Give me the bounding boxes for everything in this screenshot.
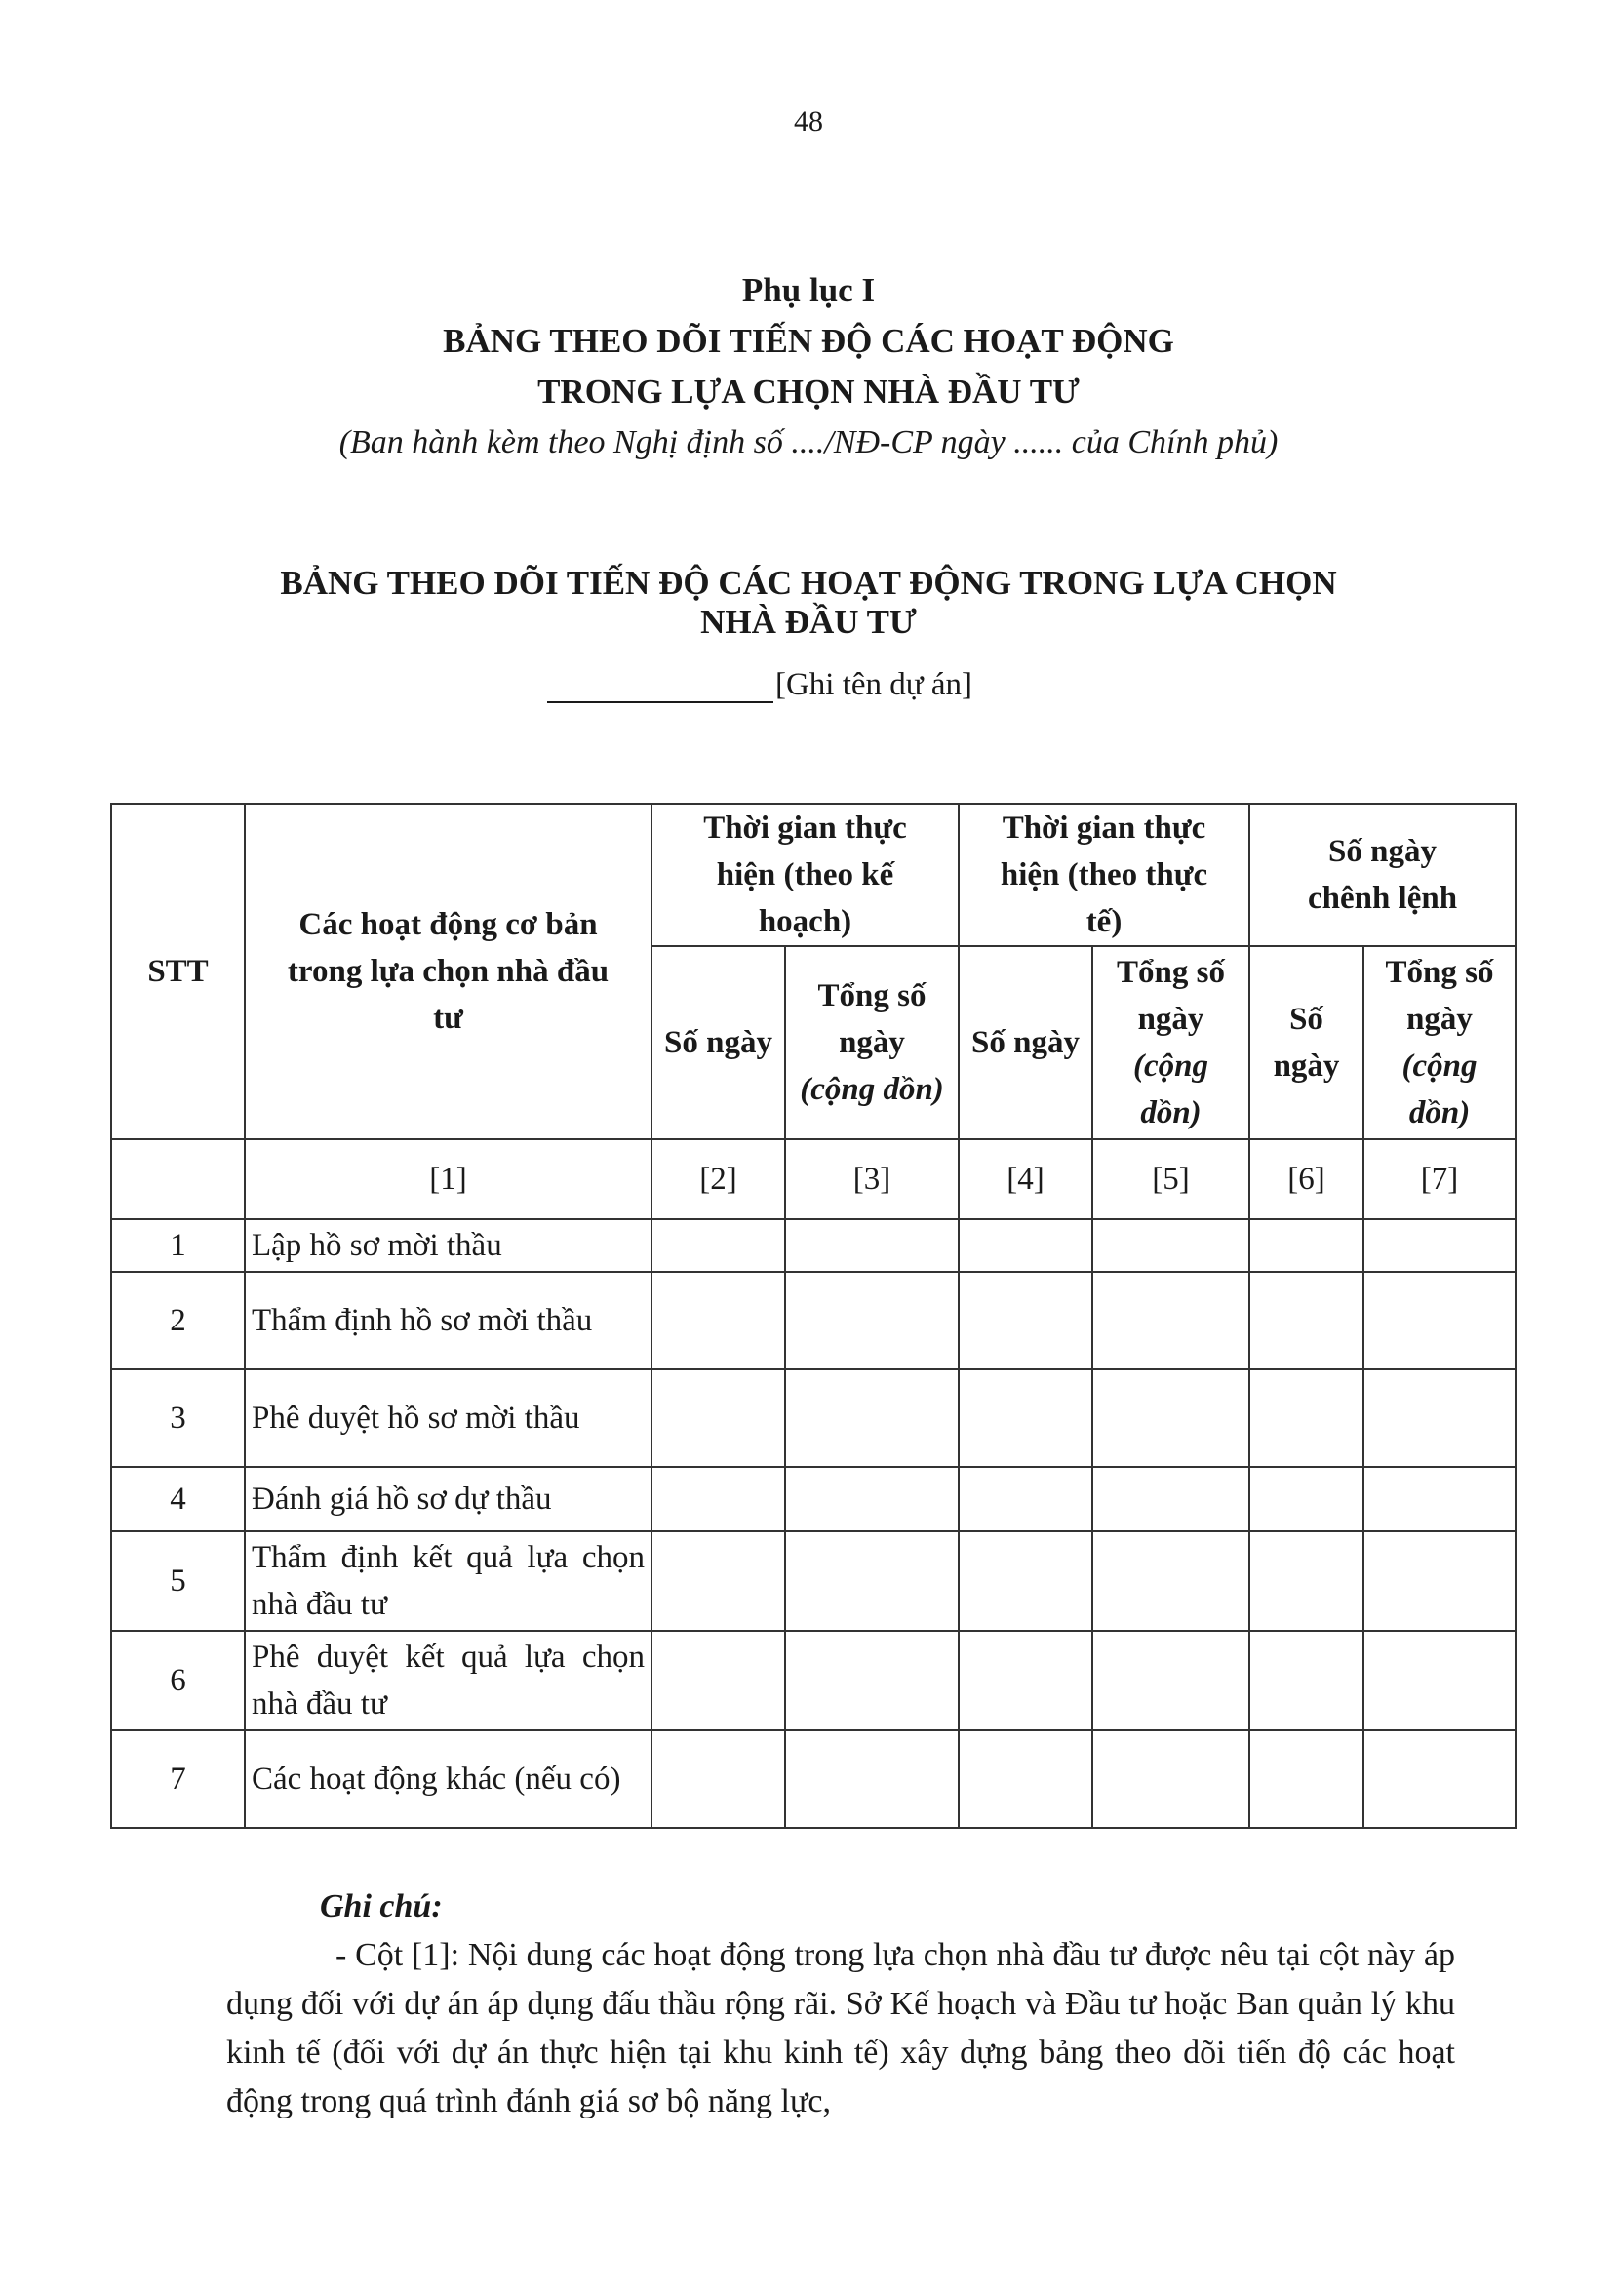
header-stt: STT xyxy=(111,804,245,1139)
project-name-line xyxy=(0,667,1617,703)
row-cell xyxy=(1363,1272,1516,1369)
table-title-line1: BẢNG THEO DÕI TIẾN ĐỘ CÁC HOẠT ĐỘNG TRONG LỰA CHỌN xyxy=(280,564,1337,602)
row-stt: 5 xyxy=(111,1531,245,1631)
appendix-label: Phụ lục I xyxy=(741,271,876,309)
appendix-header xyxy=(0,265,1617,468)
row-cell xyxy=(1249,1631,1363,1730)
row-cell xyxy=(1092,1467,1249,1531)
row-stt: 6 xyxy=(111,1631,245,1730)
row-cell xyxy=(1249,1531,1363,1631)
row-activity: Thẩm định hồ sơ mời thầu xyxy=(245,1272,651,1369)
index-cell: [2] xyxy=(651,1139,785,1219)
row-cell xyxy=(785,1272,959,1369)
table-row xyxy=(111,1467,1516,1531)
row-cell xyxy=(785,1531,959,1631)
row-stt: 2 xyxy=(111,1272,245,1369)
row-cell xyxy=(785,1631,959,1730)
row-cell xyxy=(785,1369,959,1467)
header-actual-total xyxy=(1092,946,1249,1139)
row-stt: 3 xyxy=(111,1369,245,1467)
table-row xyxy=(111,1730,1516,1828)
row-cell xyxy=(1092,1369,1249,1467)
row-stt: 7 xyxy=(111,1730,245,1828)
row-activity: Các hoạt động khác (nếu có) xyxy=(245,1730,651,1828)
row-cell xyxy=(785,1467,959,1531)
row-cell xyxy=(651,1219,785,1272)
index-cell-empty xyxy=(111,1139,245,1219)
table-row xyxy=(111,1531,1516,1631)
notes-title: Ghi chú: xyxy=(320,1888,443,1924)
row-cell xyxy=(785,1730,959,1828)
header-actual-days: Số ngày xyxy=(959,946,1092,1139)
row-stt: 4 xyxy=(111,1467,245,1531)
row-cell xyxy=(651,1272,785,1369)
row-cell xyxy=(1363,1730,1516,1828)
row-cell xyxy=(959,1467,1092,1531)
row-cell xyxy=(1249,1369,1363,1467)
row-cell xyxy=(1363,1369,1516,1467)
row-activity: Thẩm định kết quả lựa chọn nhà đầu tư xyxy=(245,1531,651,1631)
index-cell: [7] xyxy=(1363,1139,1516,1219)
index-cell: [5] xyxy=(1092,1139,1249,1219)
row-activity: Lập hồ sơ mời thầu xyxy=(245,1219,651,1272)
index-cell: [3] xyxy=(785,1139,959,1219)
header-diff-days: Số ngày xyxy=(1249,946,1363,1139)
row-cell xyxy=(959,1730,1092,1828)
row-cell xyxy=(1363,1631,1516,1730)
row-cell xyxy=(651,1730,785,1828)
row-cell xyxy=(1363,1467,1516,1531)
row-cell xyxy=(1363,1219,1516,1272)
column-index-row xyxy=(111,1139,1516,1219)
progress-tracking-table xyxy=(110,803,1517,1829)
table-row xyxy=(111,1219,1516,1272)
header-group-plan: Thời gian thực hiện (theo kế hoạch) xyxy=(651,804,959,946)
header-plan-total-note: (cộng dồn) xyxy=(800,1072,944,1107)
header-group-actual: Thời gian thực hiện (theo thực tế) xyxy=(959,804,1249,946)
row-cell xyxy=(1249,1219,1363,1272)
row-cell xyxy=(959,1272,1092,1369)
table-row xyxy=(111,1369,1516,1467)
row-cell xyxy=(1092,1631,1249,1730)
row-cell xyxy=(651,1467,785,1531)
row-cell xyxy=(959,1531,1092,1631)
row-cell xyxy=(1249,1467,1363,1531)
row-cell xyxy=(1092,1219,1249,1272)
row-cell xyxy=(785,1219,959,1272)
header-diff-total xyxy=(1363,946,1516,1139)
row-cell xyxy=(651,1531,785,1631)
row-activity: Phê duyệt hồ sơ mời thầu xyxy=(245,1369,651,1467)
row-cell xyxy=(1363,1531,1516,1631)
row-cell xyxy=(959,1631,1092,1730)
page-number: 48 xyxy=(794,105,823,138)
row-cell xyxy=(1249,1730,1363,1828)
appendix-subtitle: (Ban hành kèm theo Nghị định số ..../NĐ-CP ngày ...... của Chính phủ) xyxy=(338,424,1279,460)
row-cell xyxy=(959,1369,1092,1467)
index-cell: [4] xyxy=(959,1139,1092,1219)
row-cell xyxy=(651,1369,785,1467)
row-cell xyxy=(651,1631,785,1730)
appendix-title-line1: BẢNG THEO DÕI TIẾN ĐỘ CÁC HOẠT ĐỘNG xyxy=(443,322,1174,360)
project-name-blank xyxy=(547,672,773,703)
row-activity: Đánh giá hồ sơ dự thầu xyxy=(245,1467,651,1531)
table-title xyxy=(0,564,1617,642)
row-cell xyxy=(1249,1272,1363,1369)
project-placeholder: [Ghi tên dự án] xyxy=(774,667,973,702)
index-cell: [6] xyxy=(1249,1139,1363,1219)
table-title-line2: NHÀ ĐẦU TƯ xyxy=(700,603,917,641)
index-cell: [1] xyxy=(245,1139,651,1219)
row-activity: Phê duyệt kết quả lựa chọn nhà đầu tư xyxy=(245,1631,651,1730)
notes-section xyxy=(226,1882,1455,2126)
header-diff-total-label: Tổng số ngày xyxy=(1385,955,1494,1037)
header-actual-total-label: Tổng số ngày xyxy=(1117,955,1225,1037)
header-plan-total xyxy=(785,946,959,1139)
header-actual-total-note: (cộng dồn) xyxy=(1133,1049,1208,1130)
row-cell xyxy=(1092,1272,1249,1369)
header-plan-days: Số ngày xyxy=(651,946,785,1139)
header-plan-total-label: Tổng số ngày xyxy=(817,978,927,1060)
row-cell xyxy=(1092,1730,1249,1828)
appendix-title-line2: TRONG LỰA CHỌN NHÀ ĐẦU TƯ xyxy=(537,373,1080,411)
notes-paragraph: - Cột [1]: Nội dung các hoạt động trong lựa chọn nhà đầu tư được nêu tại cột này áp dụng đối với dự án áp dụng đấu thầu rộng rãi. Sở Kế hoạch và Đầu tư hoặc Ban quản lý khu kinh tế (đối với dự án thực hiện tại khu kinh tế) xây dựng bảng theo dõi tiến độ các hoạt động trong quá trình đánh giá sơ bộ năng lực, xyxy=(226,1937,1455,2119)
row-cell xyxy=(959,1219,1092,1272)
table-row xyxy=(111,1631,1516,1730)
header-group-diff: Số ngày chênh lệnh xyxy=(1249,804,1516,946)
table-row xyxy=(111,1272,1516,1369)
row-stt: 1 xyxy=(111,1219,245,1272)
header-activity: Các hoạt động cơ bản trong lựa chọn nhà đầu tư xyxy=(245,804,651,1139)
header-diff-total-note: (cộng dồn) xyxy=(1401,1049,1478,1130)
row-cell xyxy=(1092,1531,1249,1631)
